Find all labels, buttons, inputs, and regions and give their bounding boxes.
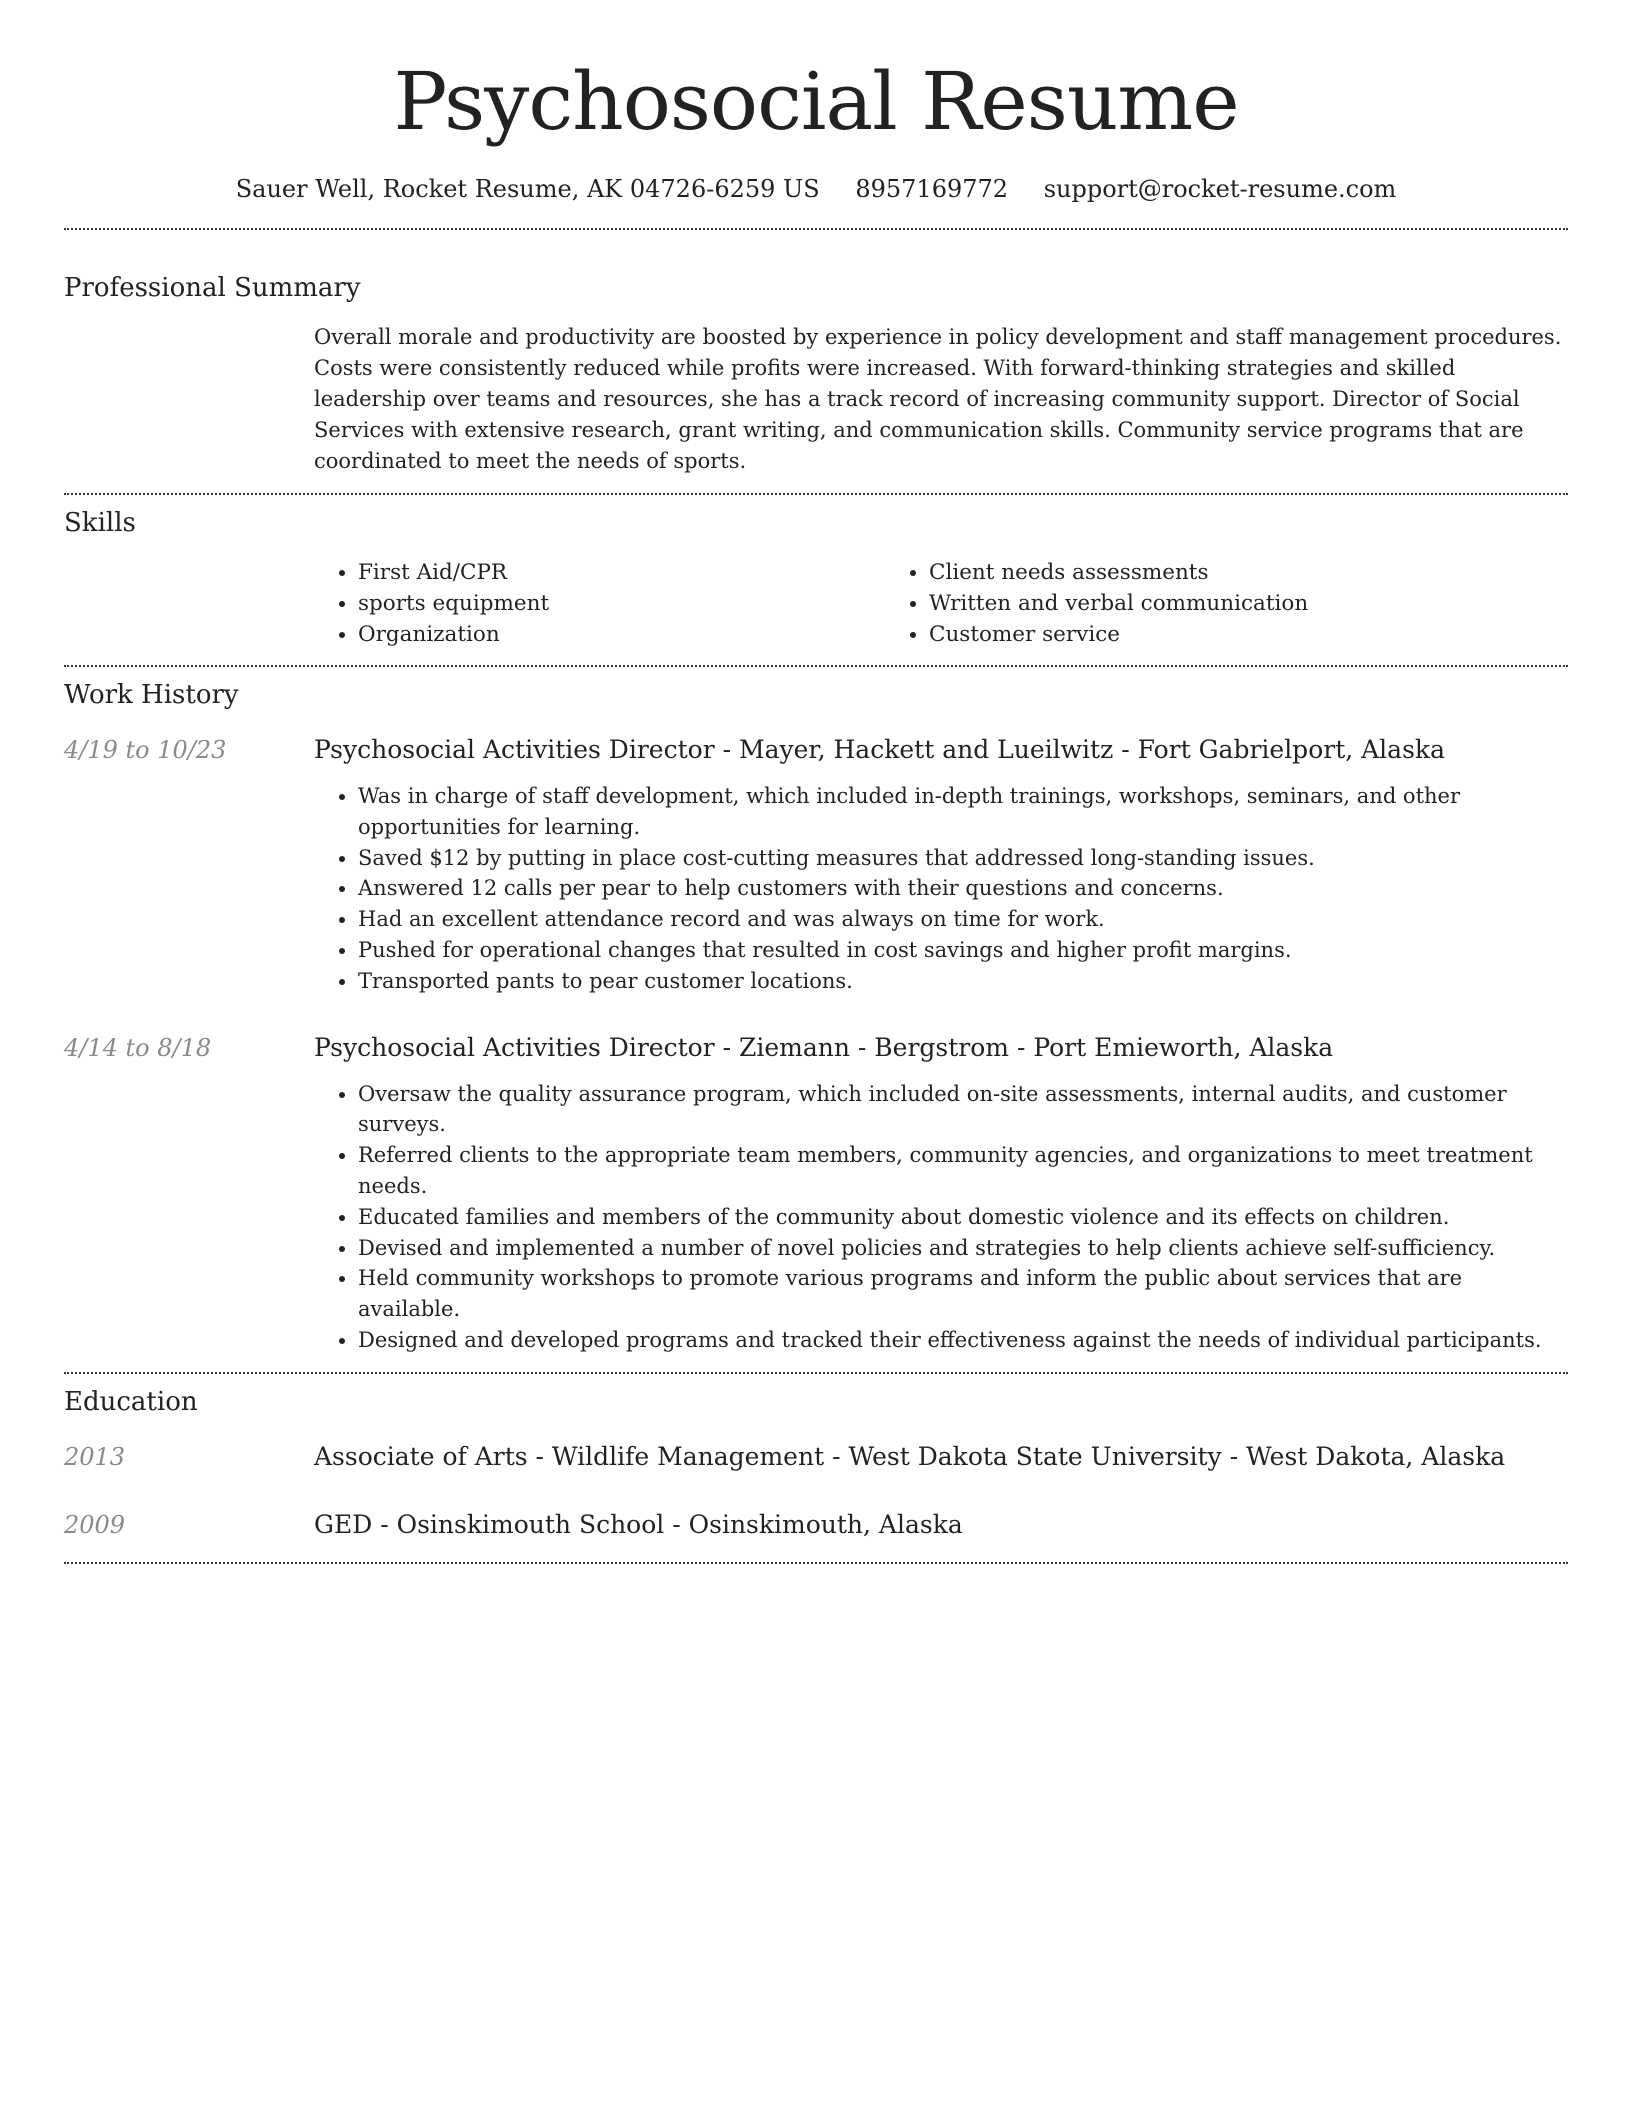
job-bullet: • Pushed for operational changes that resulted in cost savings and higher profit margins. — [358, 935, 1568, 966]
skill-item: • sports equipment — [358, 588, 885, 619]
job-bullet: • Educated families and members of the community about domestic violence and its effects on children. — [358, 1202, 1568, 1233]
divider-summary — [64, 493, 1568, 495]
divider-education — [64, 1562, 1568, 1564]
divider-skills — [64, 665, 1568, 667]
job-bullet: • Was in charge of staff development, which included in-depth trainings, workshops, seminars, and other opportunities for learning. — [358, 781, 1568, 843]
job-bullet: • Designed and developed programs and tracked their effectiveness against the needs of individual participants. — [358, 1325, 1568, 1356]
skill-item: • Organization — [358, 619, 885, 650]
summary-heading: Professional Summary — [64, 273, 361, 303]
education-title: GED - Osinskimouth School - Osinskimouth, Alaska — [314, 1509, 963, 1539]
job-bullet: • Held community workshops to promote various programs and inform the public about services that are available. — [358, 1263, 1568, 1325]
divider-header — [64, 228, 1568, 230]
education-section — [64, 1384, 1568, 1542]
summary-text: Overall morale and productivity are boosted by experience in policy development and staff management procedures. Costs were consistently reduced while profits were increased. With forward-thinking strategies and skilled leadership over teams and resources, she has a track record of increasing community support. Director of Social Services with extensive research, grant writing, and communication skills. Community service programs that are coordinated to meet the needs of sports. — [314, 325, 1562, 473]
resume-title: Psychosocial Resume — [393, 55, 1239, 148]
contact-line — [64, 172, 1568, 206]
education-title: Associate of Arts - Wildlife Management - West Dakota State University - West Dakota, Alaska — [314, 1441, 1506, 1471]
job-bullets — [314, 1079, 1568, 1356]
skill-item: • Written and verbal communication — [929, 588, 1456, 619]
job-title: Psychosocial Activities Director - Ziemann - Bergstrom - Port Emieworth, Alaska — [314, 1032, 1334, 1062]
skills-section — [64, 505, 1568, 650]
job-dates: 4/19 to 10/23 — [64, 736, 227, 764]
job-bullet: • Answered 12 calls per pear to help customers with their questions and concerns. — [358, 873, 1568, 904]
job-bullet: • Referred clients to the appropriate team members, community agencies, and organizations to meet treatment needs. — [358, 1140, 1568, 1202]
skill-item: • First Aid/CPR — [358, 557, 885, 588]
work-section — [64, 677, 1568, 1356]
skill-item: • Client needs assessments — [929, 557, 1456, 588]
skills-column-right — [885, 557, 1456, 650]
contact-address: Sauer Well, Rocket Resume, AK 04726-6259 US — [235, 175, 820, 203]
job-entry — [64, 1031, 1568, 1356]
education-year: 2009 — [64, 1510, 126, 1539]
job-bullets — [314, 781, 1568, 997]
skills-column-left — [314, 557, 885, 650]
job-dates: 4/14 to 8/18 — [64, 1033, 212, 1062]
divider-work — [64, 1372, 1568, 1374]
work-heading: Work History — [64, 680, 239, 710]
education-entry — [64, 1508, 1568, 1542]
skills-list — [314, 557, 1568, 650]
education-entry — [64, 1440, 1568, 1474]
job-title: Psychosocial Activities Director - Mayer, Hackett and Lueilwitz - Fort Gabrielport, Alaska — [314, 735, 1445, 764]
education-heading: Education — [64, 1386, 198, 1417]
job-bullet: • Devised and implemented a number of novel policies and strategies to help clients achieve self-sufficiency. — [358, 1233, 1568, 1264]
contact-email: support@rocket-resume.com — [1043, 175, 1397, 203]
job-bullet: • Saved $12 by putting in place cost-cutting measures that addressed long-standing issues. — [358, 843, 1568, 874]
education-year: 2013 — [64, 1442, 126, 1471]
job-entry — [64, 733, 1568, 997]
contact-phone: 8957169772 — [855, 175, 1009, 203]
summary-section — [64, 270, 1568, 477]
job-bullet: • Oversaw the quality assurance program, which included on-site assessments, internal audits, and customer surveys. — [358, 1079, 1568, 1141]
skill-item: • Customer service — [929, 619, 1456, 650]
resume-page — [64, 0, 1568, 1564]
skills-heading: Skills — [64, 508, 136, 538]
job-bullet: • Had an excellent attendance record and was always on time for work. — [358, 904, 1568, 935]
job-bullet: • Transported pants to pear customer locations. — [358, 966, 1568, 997]
